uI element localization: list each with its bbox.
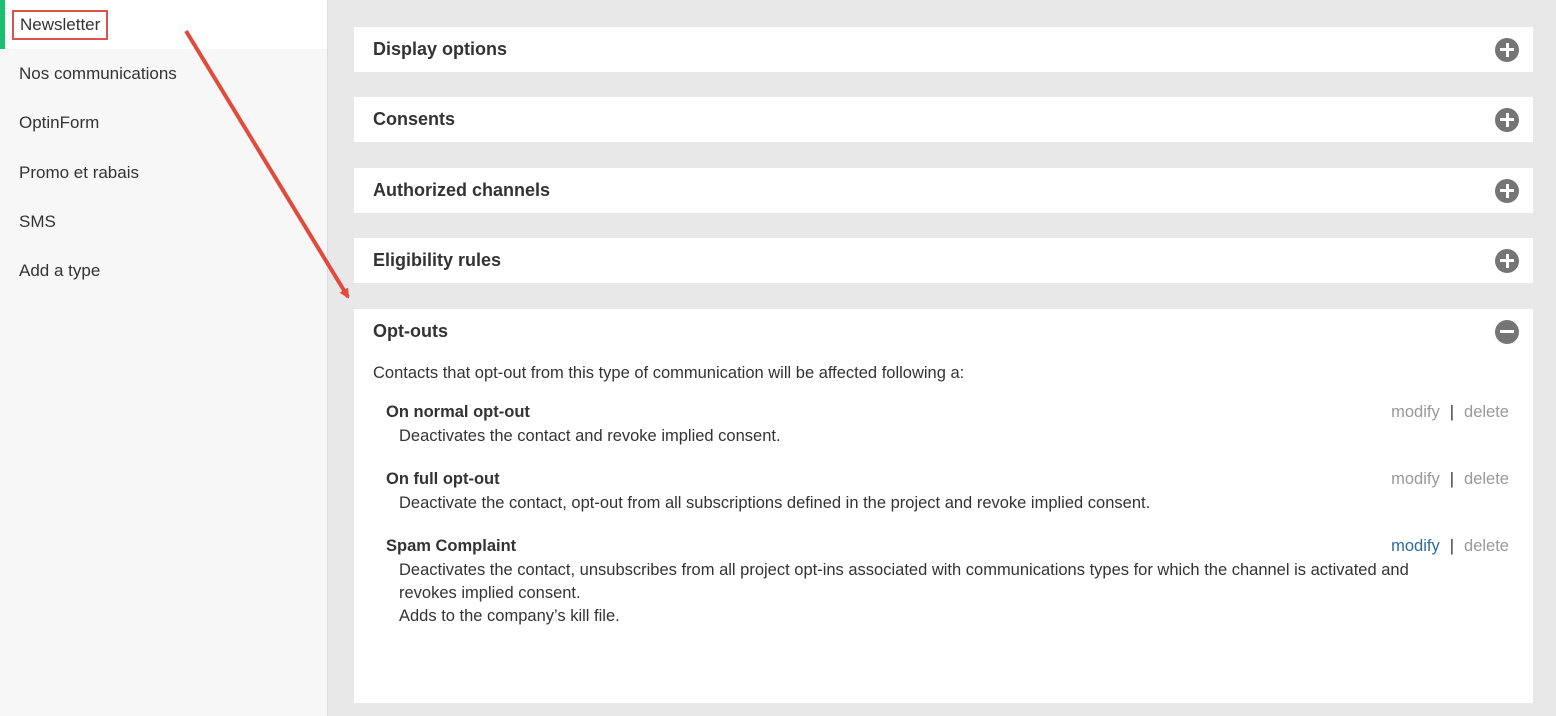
modify-link[interactable]: modify: [1391, 469, 1440, 488]
panel-title: Display options: [373, 39, 508, 59]
opt-outs-intro: Contacts that opt-out from this type of communication will be affected following a:: [373, 364, 965, 382]
sidebar-item-label: Promo et rabais: [19, 162, 139, 182]
panel-header-opt-outs[interactable]: [354, 309, 1533, 354]
sidebar-item-promo-et-rabais[interactable]: [0, 148, 327, 197]
optout-actions: [1391, 470, 1514, 489]
sidebar-item-label: Add a type: [19, 261, 101, 281]
optout-description-line: Deactivate the contact, opt-out from all subscriptions defined in the project and revoke implied consent.: [399, 494, 1151, 512]
optout-description-line: Deactivates the contact and revoke implied consent.: [399, 427, 781, 445]
sidebar-item-add-a-type[interactable]: [0, 246, 327, 295]
collapse-minus-icon[interactable]: [1495, 320, 1519, 344]
panel-consents: [354, 97, 1533, 142]
panel-header-display-options[interactable]: [354, 27, 1533, 72]
panel-eligibility-rules: [354, 238, 1533, 283]
optout-description-line: Adds to the company’s kill file.: [399, 607, 620, 625]
actions-separator: |: [1449, 469, 1455, 488]
optout-description: [386, 559, 1514, 628]
optout-name: Spam Complaint: [386, 536, 517, 555]
sidebar-item-label: Nos communications: [19, 63, 177, 83]
panel-title: Eligibility rules: [373, 250, 502, 270]
sidebar-item-label: SMS: [19, 211, 56, 231]
optout-item-normal: [373, 401, 1514, 448]
actions-separator: |: [1449, 402, 1455, 421]
expand-plus-icon[interactable]: [1495, 249, 1519, 273]
optout-description-line: revokes implied consent.: [399, 584, 581, 602]
sidebar-item-nos-communications[interactable]: [0, 49, 327, 98]
sidebar-item-sms[interactable]: [0, 197, 327, 246]
panel-header-authorized-channels[interactable]: [354, 168, 1533, 213]
sidebar-item-newsletter[interactable]: [0, 0, 327, 49]
optout-actions: [1391, 403, 1514, 422]
optout-description: [386, 492, 1514, 515]
optout-actions: [1391, 537, 1514, 556]
optout-item-full: [373, 468, 1514, 515]
panel-title: Authorized channels: [373, 180, 551, 200]
sidebar-item-optinform[interactable]: [0, 99, 327, 148]
expand-plus-icon[interactable]: [1495, 38, 1519, 62]
modify-link[interactable]: modify: [1391, 536, 1440, 555]
sidebar: [0, 0, 328, 716]
optout-item-spam-complaint: [373, 535, 1514, 628]
panel-title: Consents: [373, 109, 456, 129]
sidebar-item-label: Newsletter: [12, 10, 108, 40]
panel-header-eligibility-rules[interactable]: [354, 238, 1533, 283]
panel-display-options: [354, 27, 1533, 72]
optout-name: On full opt-out: [386, 469, 500, 488]
panel-body-opt-outs: [354, 354, 1533, 628]
delete-link[interactable]: delete: [1464, 402, 1509, 421]
modify-link[interactable]: modify: [1391, 402, 1440, 421]
sidebar-item-label: OptinForm: [19, 113, 100, 133]
panel-authorized-channels: [354, 168, 1533, 213]
optout-description: [386, 425, 1514, 448]
optout-description-line: Deactivates the contact, unsubscribes from all project opt-ins associated with communications types for which the channel is activated and: [399, 561, 1409, 579]
expand-plus-icon[interactable]: [1495, 179, 1519, 203]
delete-link[interactable]: delete: [1464, 536, 1509, 555]
expand-plus-icon[interactable]: [1495, 108, 1519, 132]
optout-name: On normal opt-out: [386, 402, 530, 421]
panel-title: Opt-outs: [373, 321, 448, 341]
panel-opt-outs: [354, 309, 1533, 703]
actions-separator: |: [1449, 536, 1455, 555]
delete-link[interactable]: delete: [1464, 469, 1509, 488]
panel-header-consents[interactable]: [354, 97, 1533, 142]
